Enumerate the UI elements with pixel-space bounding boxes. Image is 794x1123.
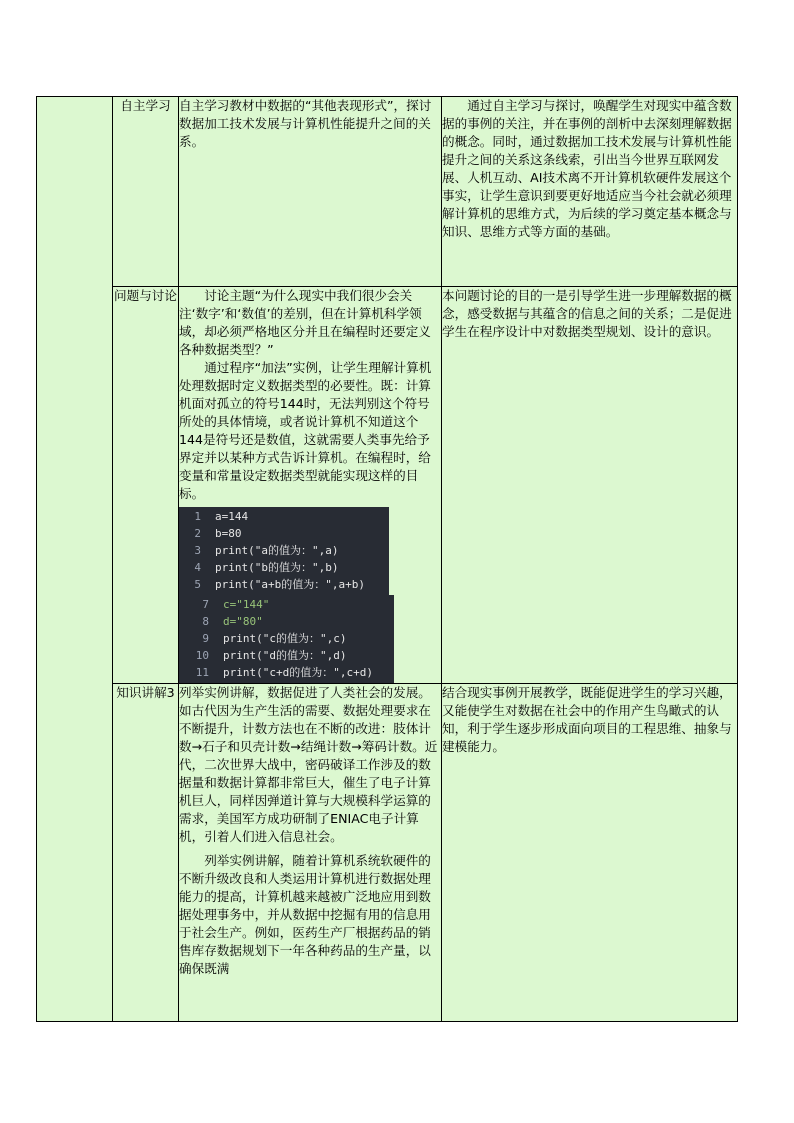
line-number: 9 [202,632,209,645]
code-line [179,613,394,630]
code-text: print("b的值为：",b) [215,561,339,574]
line-number: 1 [194,510,201,523]
stage-label: 知识讲解3 [113,684,179,1022]
intent-paragraph: 本问题讨论的目的一是引导学生进一步理解数据的概念，感受数据与其蕴含的信息之间的关系；二是促进学生在程序设计中对数据类型规划、设计的意识。 [442,288,732,339]
merged-left-cell [37,97,113,1022]
code-line [179,542,389,559]
intent-cell [442,97,738,287]
stage-label: 自主学习 [113,97,179,287]
activity-paragraph: 自主学习教材中数据的“其他表现形式”，探讨数据加工技术发展与计算机性能提升之间的关系。 [179,98,432,149]
code-line [179,596,394,613]
intent-cell [442,684,738,1022]
code-line [179,508,389,525]
lesson-plan-table [36,96,738,1022]
code-line [179,525,389,542]
code-text: c="144" [223,598,270,611]
line-number: 2 [194,527,201,540]
intent-cell [442,287,738,684]
code-text: a=144 [215,510,249,523]
activity-paragraph: 讨论主题“为什么现实中我们很少会关注‘数字’和‘数值’的差别，但在计算机科学领域，却必须严格地区分并且在编程时还要定义各种数据类型？” [179,288,431,357]
intent-paragraph: 结合现实事例开展教学，既能促进学生的学习兴趣，又能使学生对数据在社会中的作用产生鸟瞰式的认知，利于学生逐步形成面向项目的工程思维、抽象与建模能力。 [442,685,732,754]
line-number: 5 [194,578,201,591]
activity-cell [179,684,442,1022]
activity-cell [179,97,442,287]
code-text: print("a的值为：",a) [215,544,339,557]
code-text: print("c+d的值为：",c+d) [223,666,373,679]
intent-paragraph: 通过自主学习与探讨，唤醒学生对现实中蕴含数据的事例的关注，并在事例的剖析中去深刻理解数据的概念。同时，通过数据加工技术发展与计算机性能提升之间的关系这条线索，引出当今世界互联网发展、人机互动、AI技术离不开计算机软硬件发展这个事实，让学生意识到要更好地适应当今社会就必须理解计算机的思维方式，为后续的学习奠定基本概念与知识、思维方式等方面的基础。 [442,98,732,239]
table-row [37,287,738,684]
line-number: 10 [195,649,209,662]
code-text: print("a+b的值为：",a+b) [215,578,365,591]
activity-paragraph: 列举实例讲解，随着计算机系统软硬件的不断升级改良和人类运用计算机进行数据处理能力的提高，计算机越来越被广泛地应用到数据处理事务中，并从数据中挖掘有用的信息用于社会生产。例如，医药生产厂根据药品的销售库存数据规划下一年各种药品的生产量，以确保既满 [179,853,431,976]
code-text: print("c的值为：",c) [223,632,347,645]
code-screenshot-2 [179,595,394,683]
stage-label: 问题与讨论 [113,287,179,684]
code-line [179,630,394,647]
line-number: 11 [195,666,209,679]
code-line [179,664,394,681]
activity-paragraph: 通过程序“加法”实例，让学生理解计算机处理数据时定义数据类型的必要性。既：计算机面对孤立的符号144时，无法判别这个符号所处的具体情境，或者说计算机不知道这个144是符号还是数值，这就需要人类事先给予界定并以某种方式告诉计算机。在编程时，给变量和常量设定数据类型就能实现这样的目标。 [179,360,432,501]
code-line [179,559,389,576]
code-screenshot-1 [179,507,389,595]
activity-paragraph: 列举实例讲解，数据促进了人类社会的发展。如古代因为生产生活的需要、数据处理要求在不断提升，计数方法也在不断的改进：肢体计数→石子和贝壳计数→结绳计数→筹码计数。近代，二次世界大战中，密码破译工作涉及的数据量和数据计算都非常巨大，催生了电子计算机巨人，同样因弹道计算与大规模科学运算的需求，美国军方成功研制了ENIAC电子计算机，引着人们进入信息社会。 [179,685,438,844]
line-number: 4 [194,561,201,574]
code-line [179,576,389,593]
code-line [179,647,394,664]
line-number: 8 [202,615,209,628]
line-number: 7 [202,598,209,611]
activity-cell [179,287,442,684]
table-row [37,97,738,287]
code-text: print("d的值为：",d) [223,649,347,662]
line-number: 3 [194,544,201,557]
code-text: d="80" [223,615,263,628]
code-text: b=80 [215,527,242,540]
table-row [37,684,738,1022]
